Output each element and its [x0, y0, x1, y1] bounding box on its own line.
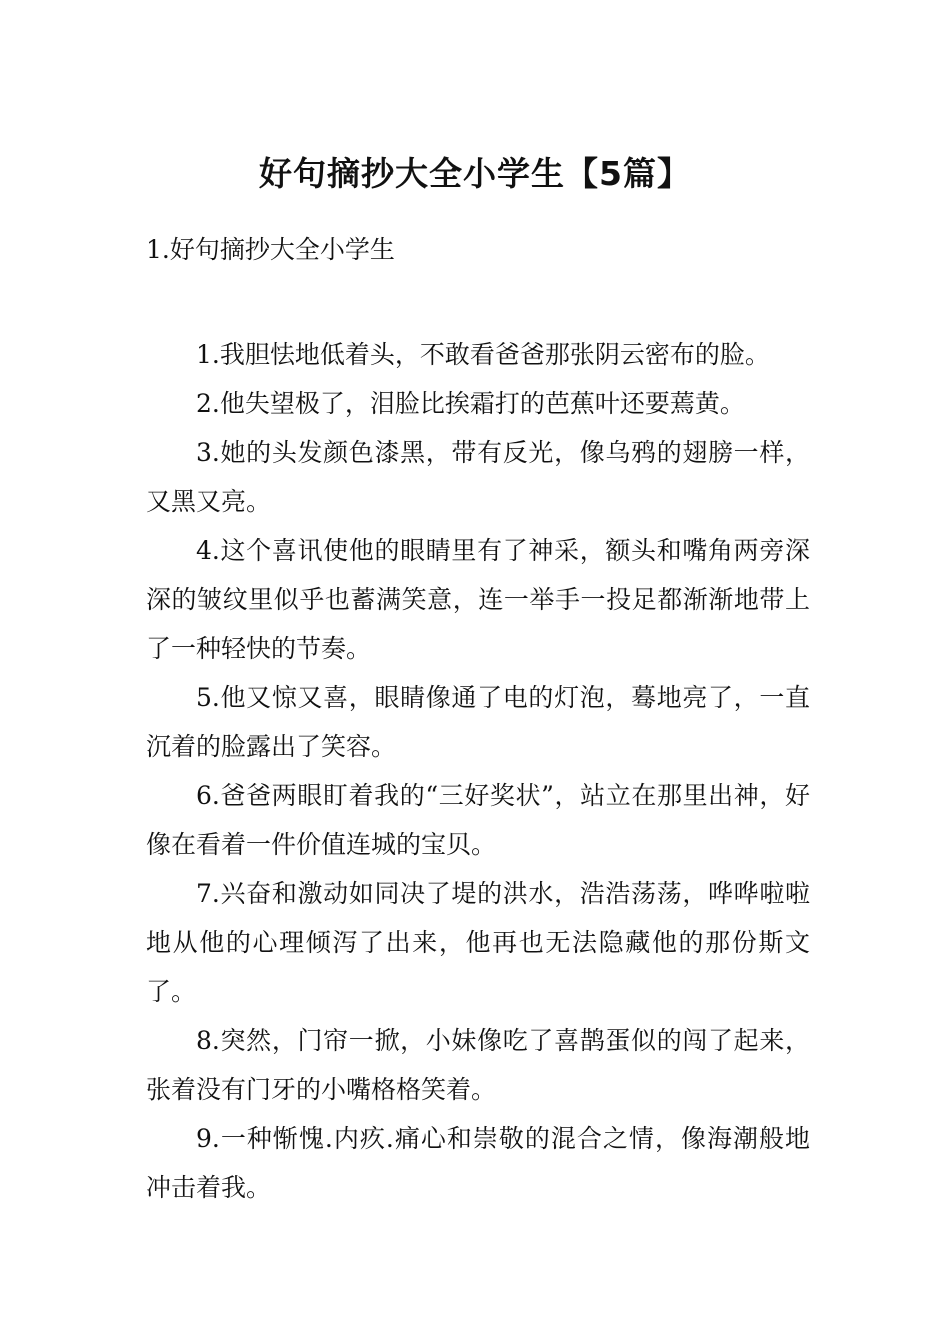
list-item: 9.一种惭愧.内疚.痛心和崇敬的混合之情，像海潮般地冲击着我。: [146, 1124, 810, 1202]
document-title: 好句摘抄大全小学生【5篇】: [259, 154, 691, 194]
section-heading: 1.好句摘抄大全小学生: [146, 235, 395, 264]
list-item: 8.突然，门帘一掀，小妹像吃了喜鹊蛋似的闯了起来，张着没有门牙的小嘴格格笑着。: [146, 1026, 810, 1104]
list-item: 3.她的头发颜色漆黑，带有反光，像乌鸦的翅膀一样，又黑又亮。: [146, 438, 810, 516]
sentence-list: [146, 330, 810, 1212]
list-item: 4.这个喜讯使他的眼睛里有了神采，额头和嘴角两旁深深的皱纹里似乎也蓄满笑意，连一举手一投足都渐渐地带上了一种轻快的节奏。: [146, 536, 810, 663]
list-item: 7.兴奋和激动如同决了堤的洪水，浩浩荡荡，哗哗啦啦地从他的心理倾泻了出来，他再也无法隐藏他的那份斯文了。: [146, 879, 810, 1006]
list-item: 1.我胆怯地低着头，不敢看爸爸那张阴云密布的脸。: [196, 340, 770, 369]
list-item: 6.爸爸两眼盯着我的“三好奖状”，站立在那里出神，好像在看着一件价值连城的宝贝。: [146, 781, 810, 859]
list-item: 2.他失望极了，泪脸比挨霜打的芭蕉叶还要蔫黄。: [196, 389, 745, 418]
list-item: 5.他又惊又喜，眼睛像通了电的灯泡，蓦地亮了，一直沉着的脸露出了笑容。: [146, 683, 810, 761]
